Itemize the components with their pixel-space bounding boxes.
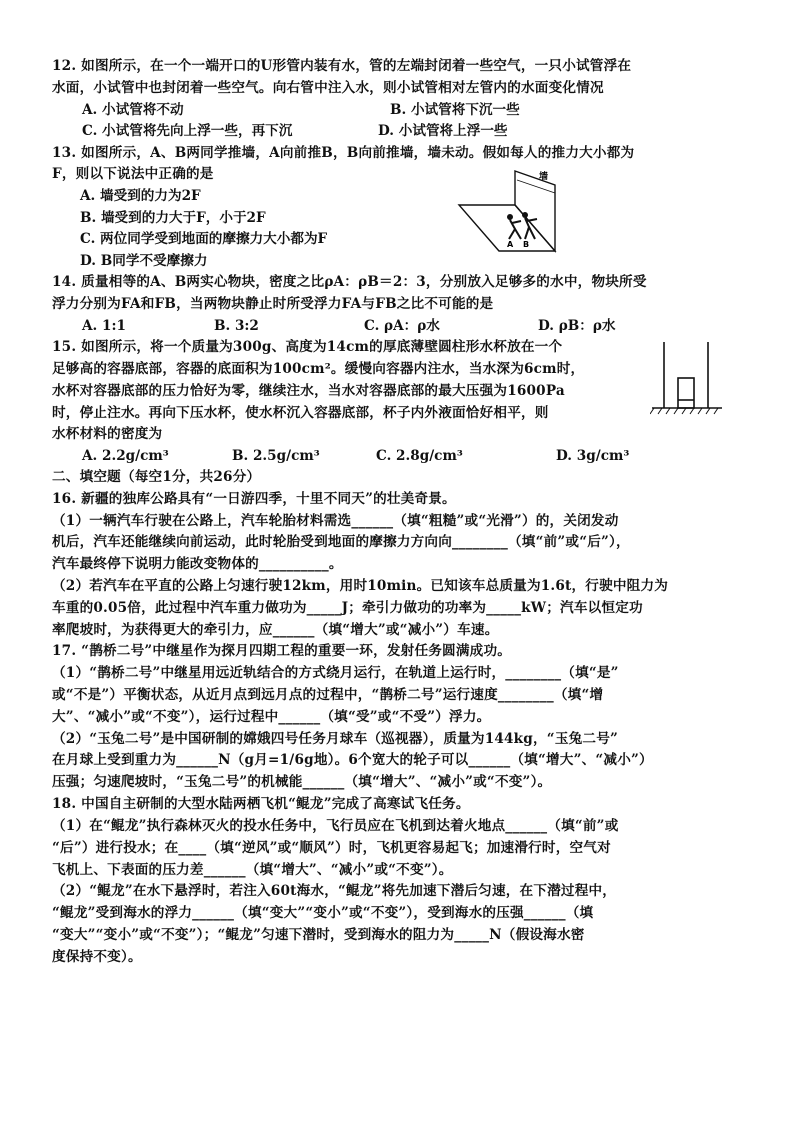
q15-option-a: A. 2.2g/cm³: [82, 448, 169, 464]
q16-line-3: 机后，汽车还能继续向前运动，此时轮胎受到地面的摩擦力方向向________（填“前”或“后”），: [52, 534, 630, 550]
q13-option-a: A. 墙受到的力为2F: [80, 188, 201, 204]
pusher-a-head: [507, 214, 513, 220]
q15-line-5: 水杯材料的密度为: [52, 426, 163, 442]
pusher-a-body: [509, 220, 521, 239]
pusher-b-head: [522, 212, 528, 218]
q17-line-6: 在月球上受到重力为______N（g月=1/6g地）。6个宽大的轮子可以______（填“增大”、“减小”）: [52, 752, 653, 768]
q12-line-2: 水面，小试管中也封闭着一些空气。向右管中注入水，则小试管相对左管内的水面变化情况: [52, 80, 604, 96]
q12-option-d: D. 小试管将上浮一些: [378, 123, 508, 139]
section-2-heading: 二、填空题（每空1分，共26分）: [52, 469, 261, 485]
q15-line-1: 15. 如图所示，将一个质量为300g、高度为14cm的厚底薄壁圆柱形水杯放在一个: [52, 339, 563, 355]
q18-line-5: （2）“鲲龙”在水下悬浮时，若注入60t海水，“鲲龙”将先加速下潜后匀速，在下潜过程中，: [52, 883, 617, 899]
label-b: B: [523, 240, 530, 249]
q13-line-2: F，则以下说法中正确的是: [52, 166, 214, 182]
q13-option-d: D. B同学不受摩擦力: [80, 253, 208, 269]
q12-line-1: 12. 如图所示，在一个一端开口的U形管内装有水，管的左端封闭着一些空气，一只小试管浮在: [52, 58, 632, 74]
q17-line-1: 17. “鹊桥二号”中继星作为探月四期工程的重要一环，发射任务圆满成功。: [52, 643, 512, 659]
q16-line-1: 16. 新疆的独库公路具有“一日游四季，十里不同天”的壮美奇景。: [52, 491, 456, 507]
q16-line-2: （1）一辆汽车行驶在公路上，汽车轮胎材料需选______（填“粗糙”或“光滑”）的，关闭发动: [52, 513, 619, 529]
q15-line-2: 足够高的容器底部，容器的底面积为100cm²。缓慢向容器内注水，当水深为6cm时，: [52, 361, 585, 377]
q13-line-1: 13. 如图所示，A、B两同学推墙，A向前推B，B向前推墙，墙未动。假如每人的推力大小都为: [52, 145, 635, 161]
label-a: A: [507, 240, 514, 249]
q14-option-d: D. ρB：ρ水: [538, 318, 616, 334]
q18-line-8: 度保持不变）。: [52, 949, 142, 965]
q17-line-4: 大”、“减小”或“不变”），运行过程中______（填“受”或“不受”）浮力。: [52, 709, 491, 725]
q15-container-figure: [650, 338, 730, 420]
q14-line-2: 浮力分别为FA和FB，当两物块静止时所受浮力FA与FB之比不可能的是: [52, 296, 494, 312]
q15-line-4: 时，停止注水。再向下压水杯，使水杯沉入容器底部，杯子内外液面恰好相平，则: [52, 405, 549, 421]
q15-option-c: C. 2.8g/cm³: [376, 448, 463, 464]
q13-option-b: B. 墙受到的力大于F，小于2F: [80, 210, 266, 226]
wall-edge: [517, 180, 555, 193]
q12-option-a: A. 小试管将不动: [82, 102, 184, 118]
q14-option-c: C. ρA：ρ水: [364, 318, 440, 334]
q18-line-7: “变大”“变小”或“不变”）；“鲲龙”匀速下潜时，受到海水的阻力为_____N（假设海水密: [52, 927, 585, 943]
q12-option-c: C. 小试管将先向上浮一些，再下沉: [82, 123, 293, 139]
q18-line-1: 18. 中国自主研制的大型水陆两栖飞机“鲲龙”完成了高寒试飞任务。: [52, 796, 470, 812]
q16-line-4: 汽车最终停下说明力能改变物体的__________。: [52, 556, 343, 572]
ground-hatch: [650, 408, 718, 414]
q18-line-3: “后”）进行投水；在____（填“逆风”或“顺风”）时，飞机更容易起飞；加速滑行时，空气对: [52, 840, 611, 856]
cup: [678, 378, 694, 408]
q17-line-5: （2）“玉兔二号”是中国研制的嫦娥四号任务月球车（巡视器），质量为144kg，“玉兔二号”: [52, 731, 619, 747]
q16-line-6: 车重的0.05倍，此过程中汽车重力做功为_____J；牵引力做功的功率为_____kW；汽车以恒定功: [52, 600, 643, 616]
q14-option-a: A. 1:1: [82, 318, 126, 334]
q16-line-5: （2）若汽车在平直的公路上匀速行驶12km，用时10min。已知该车总质量为1.6t，行驶中阻力为: [52, 578, 669, 594]
q18-line-4: 飞机上、下表面的压力差______（填“增大”、“减小”或“不变”）。: [52, 862, 453, 878]
q15-option-d: D. 3g/cm³: [556, 448, 630, 464]
wall-label: 墙: [539, 172, 549, 182]
q15-line-3: 水杯对容器底部的压力恰好为零，继续注水，当水对容器底部的最大压强为1600Pa: [52, 383, 565, 399]
q17-line-7: 压强；匀速爬坡时，“玉兔二号”的机械能______（填“增大”、“减小”或“不变”）。: [52, 774, 552, 790]
q14-option-b: B. 3:2: [214, 318, 259, 334]
q18-line-6: “鲲龙”受到海水的浮力______（填“变大”“变小”或“不变”），受到海水的压强______（填: [52, 905, 594, 921]
q14-line-1: 14. 质量相等的A、B两实心物块，密度之比ρA：ρB＝2：3，分别放入足够多的水中，物块所受: [52, 274, 647, 290]
q12-option-b: B. 小试管将下沉一些: [390, 102, 520, 118]
q13-wall-figure: [455, 165, 565, 257]
q17-line-3: 或“不是”）平衡状态，从近月点到远月点的过程中，“鹊桥二号”运行速度________（填“增: [52, 687, 604, 703]
q13-option-c: C. 两位同学受到地面的摩擦力大小都为F: [80, 231, 328, 247]
q17-line-2: （1）“鹊桥二号”中继星用远近轨结合的方式绕月运行，在轨道上运行时，________（填“是”: [52, 665, 619, 681]
q15-option-b: B. 2.5g/cm³: [232, 448, 320, 464]
q16-line-7: 率爬坡时，为获得更大的牵引力，应______（填“增大”或“减小”）车速。: [52, 622, 499, 638]
q18-line-2: （1）在“鲲龙”执行森林灭火的投水任务中，飞行员应在飞机到达着火地点______（填“前”或: [52, 818, 619, 834]
